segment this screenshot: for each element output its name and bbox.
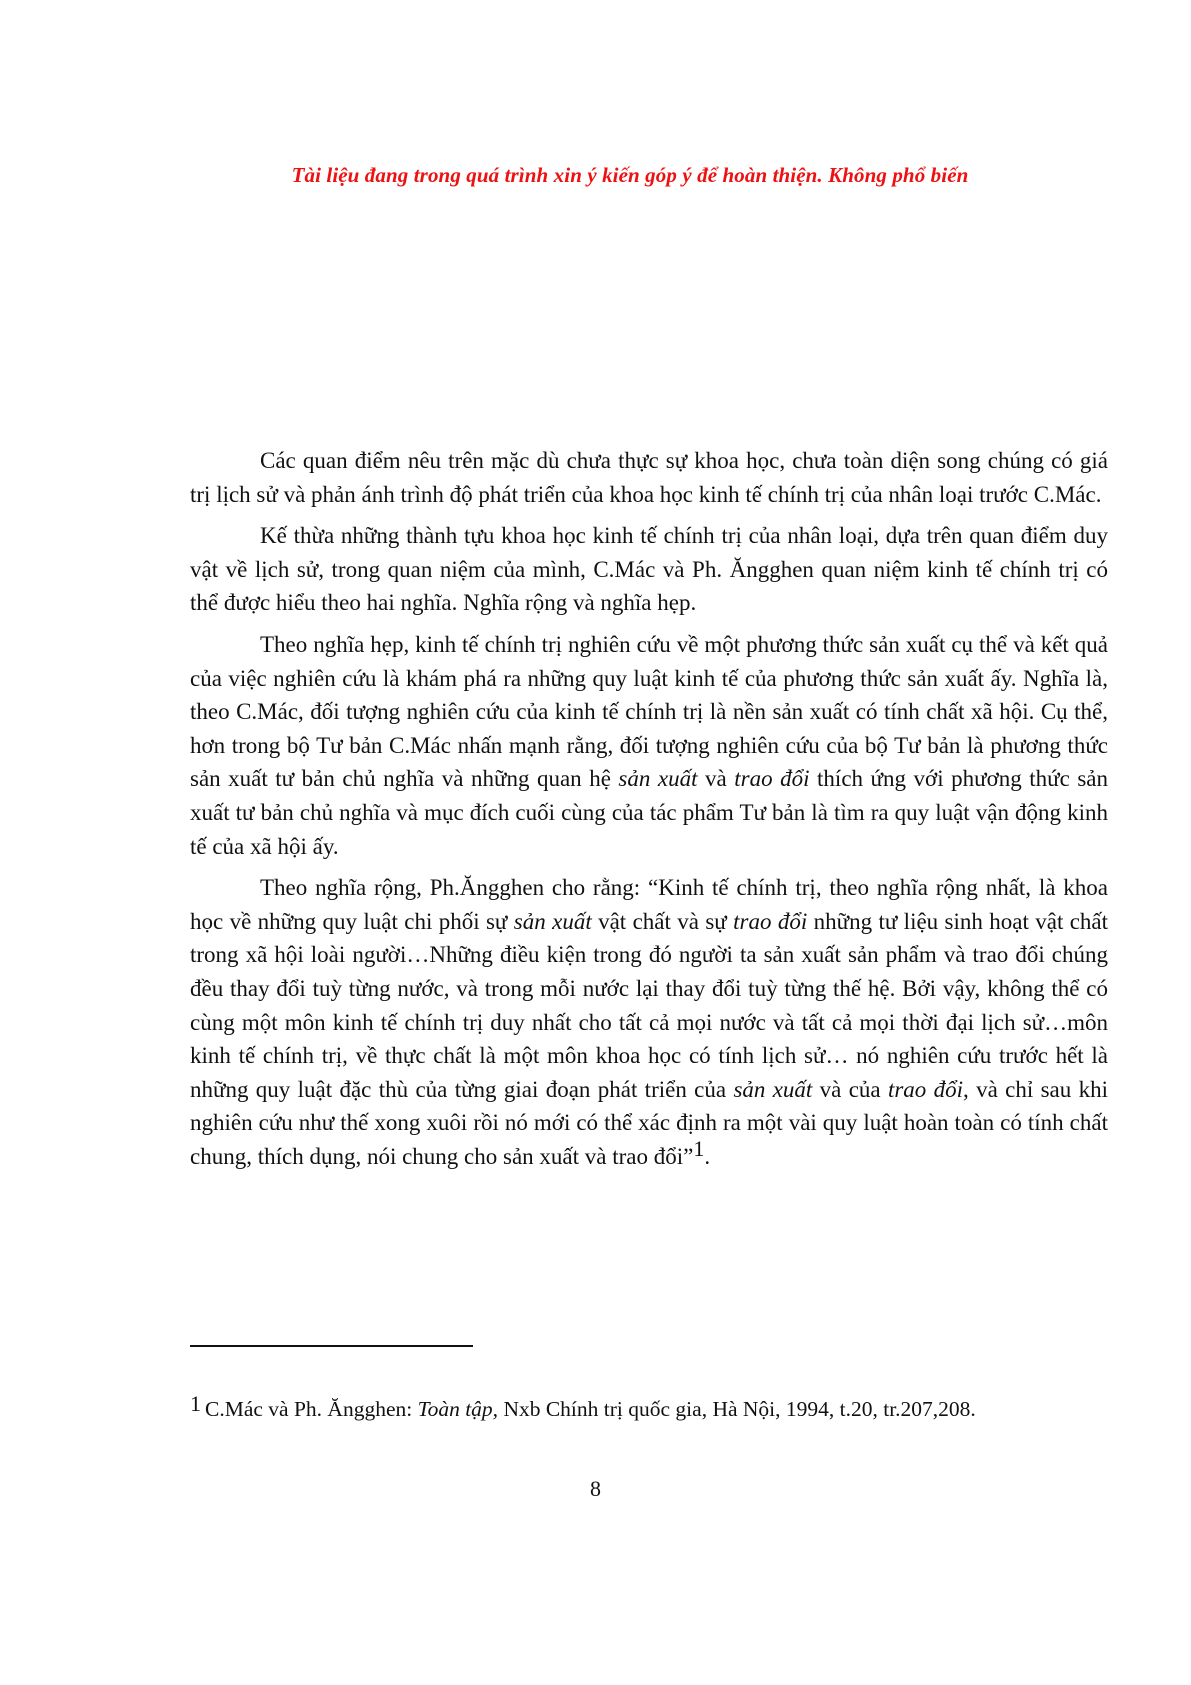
italic-term-san-xuat: sản xuất: [733, 1076, 813, 1102]
page-number: 8: [590, 1476, 601, 1501]
footnote: [190, 1389, 1120, 1424]
italic-term-san-xuat: sản xuất: [513, 908, 592, 934]
paragraph-2: Kế thừa những thành tựu khoa học kinh tế chính trị của nhân loại, dựa trên quan điểm duy vật về lịch sử, trong quan niệm của mình, C.Mác và Ph. Ăngghen quan niệm kinh tế chính trị có thể được hiểu theo hai nghĩa. Nghĩa rộng và nghĩa hẹp.: [190, 523, 1108, 616]
paragraph-4-text: Theo nghĩa rộng, Ph.Ăngghen cho rằng: “Kinh tế chính trị, theo nghĩa rộng nhất, là khoa học về những quy luật chi phối sự: [190, 875, 1108, 934]
body-text: [190, 444, 1108, 1181]
paragraph-4-text: vật chất và sự: [591, 908, 734, 934]
footnote-text: Nxb Chính trị quốc gia, Hà Nội, 1994, t.20, tr.207,208.: [498, 1397, 976, 1421]
footnote-text: C.Mác và Ph. Ăngghen:: [205, 1397, 418, 1421]
paragraph-4-text: và của: [812, 1076, 888, 1102]
paragraph-4-text: những tư liệu sinh hoạt vật chất trong xã hội loài người…Những điều kiện trong đó người ta sản xuất sản phẩm và trao đổi chúng đều thay đổi tuỳ từng nước, và trong mỗi nước lại thay đổi tuỳ từng thế hệ. Bởi vậy, không thể có cùng một môn kinh tế chính trị duy nhất cho tất cả mọi nước và tất cả mọi thời đại lịch sử…môn kinh tế chính trị, về thực chất là một môn khoa học có tính lịch sử… nó nghiên cứu trước hết là những quy luật đặc thù của từng giai đoạn phát triển của: [190, 908, 1109, 1102]
paragraph-3-text: Theo nghĩa hẹp, kinh tế chính trị nghiên cứu về một phương thức sản xuất cụ thể và kết quả của việc nghiên cứu là khám phá ra những quy luật kinh tế của phương thức sản xuất ấy. Nghĩa là, theo C.Mác, đối tượng nghiên cứu của kinh tế chính trị là nền sản xuất có tính chất xã hội. Cụ thể, hơn trong bộ Tư bản C.Mác nhấn mạnh rằng, đối tượng nghiên cứu của bộ Tư bản là phương thức sản xuất tư bản chủ nghĩa và những quan hệ: [190, 631, 1108, 792]
paragraph-3: [190, 628, 1108, 863]
paragraph-4-end: .: [704, 1143, 711, 1169]
footnote-book-title: Toàn tập,: [417, 1397, 499, 1421]
paragraph-1: Các quan điểm nêu trên mặc dù chưa thực sự khoa học, chưa toàn diện song chúng có giá trị lịch sử và phản ánh trình độ phát triển của khoa học kinh tế chính trị của nhân loại trước C.Mác.: [190, 448, 1108, 507]
footnote-separator: [190, 1345, 473, 1347]
italic-term-san-xuat: sản xuất: [618, 766, 698, 792]
footnote-reference[interactable]: 1: [693, 1135, 705, 1161]
paragraph-3-text: thích ứng với phương thức sản xuất tư bản chủ nghĩa và mục đích cuối cùng của tác phẩm Tư bản là tìm ra quy luật vận động kinh tế của xã hội ấy.: [190, 766, 1108, 859]
italic-term-trao-doi: trao đổi: [734, 766, 810, 792]
italic-term-trao-doi: trao đổi: [733, 908, 808, 934]
draft-notice-header: Tài liệu đang trong quá trình xin ý kiến góp ý để hoàn thiện. Không phổ biến: [291, 163, 969, 187]
italic-term-trao-doi: trao đổi: [887, 1076, 964, 1102]
footnote-number: 1: [190, 1391, 201, 1416]
paragraph-3-text: và: [697, 766, 735, 792]
paragraph-4: [190, 871, 1108, 1173]
paragraph-4-text: , và chỉ sau khi nghiên cứu như thế xong xuôi rồi nó mới có thể xác định ra một vài quy luật hoàn toàn có tính chất chung, thích dụng, nói chung cho sản xuất và trao đổi”: [190, 1076, 1108, 1169]
